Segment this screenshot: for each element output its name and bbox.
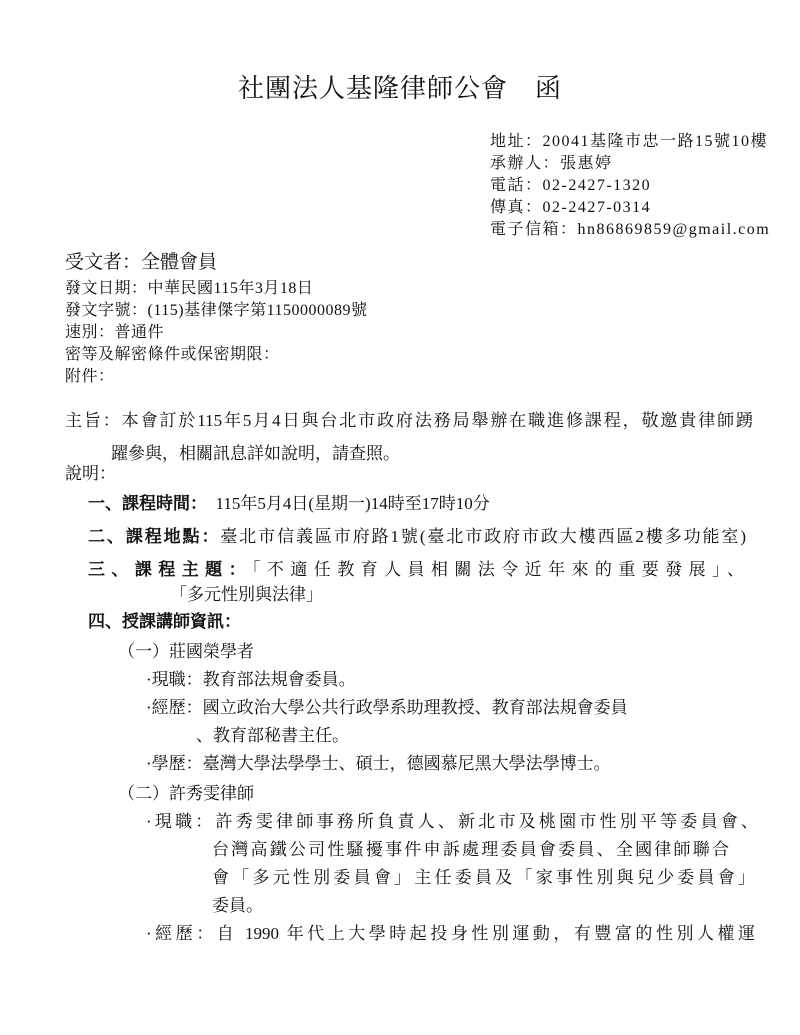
- contact-block: [490, 131, 770, 241]
- contact-phone: 電話：02-2427-1320: [490, 177, 652, 194]
- subject-line-2: 躍參與，相關訊息詳如說明，請查照。: [111, 444, 400, 463]
- lecturer-section-2: [0, 780, 800, 948]
- lecturer-current-post: ·現職：教育部法規會委員。: [146, 670, 356, 689]
- list-item-course-topic-line-2: 「多元性別與法律」: [170, 585, 323, 604]
- recipient-line: 受文者：全體會員: [65, 252, 218, 273]
- lecturer-experience: ·經歷：國立政治大學公共行政學系助理教授、教育部法規會委員: [146, 698, 628, 717]
- item-text: 115年5月4日(星期一)14時至17時10分: [207, 494, 490, 513]
- lecturer-name: （一）莊國榮學者: [118, 642, 254, 661]
- document-number: 發文字號：(115)基律傑字第1150000089號: [65, 302, 368, 319]
- meta-block: [65, 278, 367, 388]
- attachment-line: 附件：: [65, 368, 115, 385]
- lecturer-name: （二）許秀雯律師: [118, 784, 254, 803]
- subject-line-1: 主旨：本會訂於115年5月4日與台北市政府法務局舉辦在職進修課程，敬邀貴律師踴: [65, 411, 753, 430]
- item-label: 四、授課講師資訊：: [88, 612, 241, 631]
- issue-date: 發文日期：中華民國115年3月18日: [65, 280, 314, 297]
- item-label: 一、課程時間：: [88, 494, 207, 513]
- list-item-lecturer-info: [88, 608, 241, 636]
- item-text: 臺北市信義區市府路1號(臺北市政府市政大樓西區2樓多功能室): [220, 527, 746, 546]
- list-item-course-time: [88, 490, 490, 518]
- contact-email: 電子信箱：hn86869859@gmail.com: [490, 221, 771, 238]
- contact-address: 地址：20041基隆市忠一路15號10樓: [490, 133, 769, 150]
- lecturer-current-post-cont-2: 會「多元性別委員會」主任委員及「家事性別與兒少委員會」: [212, 868, 755, 887]
- list-item-course-topic: [88, 556, 744, 584]
- contact-fax: 傳真：02-2427-0314: [490, 199, 652, 216]
- item-label: 二、課程地點：: [88, 527, 221, 546]
- lecturer-current-post-cont-1: 台灣高鐵公司性騷擾事件申訴處理委員會委員、全國律師聯合: [212, 840, 729, 859]
- item-label: 三、課程主題：: [88, 560, 252, 579]
- lecturer-section-1: [0, 638, 800, 778]
- explanation-heading: 說明：: [65, 464, 116, 483]
- subject-block: [65, 404, 753, 470]
- lecturer-education: ·學歷：臺灣大學法學學士、碩士，德國慕尼黑大學法學博士。: [146, 754, 611, 773]
- lecturer-experience: ·經歷：自 1990 年代上大學時起投身性別運動，有豐富的性別人權運: [146, 924, 755, 943]
- lecturer-current-post-cont-3: 委員。: [212, 896, 263, 915]
- security-class: 密等及解密條件或保密期限：: [65, 346, 280, 363]
- delivery-speed: 速別：普通件: [65, 324, 165, 341]
- item-text: 「不適任教育人員相關法令近年來的重要發展」、: [252, 560, 744, 579]
- list-item-course-place: [88, 523, 746, 551]
- lecturer-current-post: ·現職：許秀雯律師事務所負責人、新北市及桃園市性別平等委員會、: [146, 812, 758, 831]
- lecturer-experience-cont: 、教育部秘書主任。: [196, 726, 349, 745]
- contact-handler: 承辦人：張惠婷: [490, 155, 613, 172]
- document-title: 社團法人基隆律師公會 函: [237, 74, 562, 103]
